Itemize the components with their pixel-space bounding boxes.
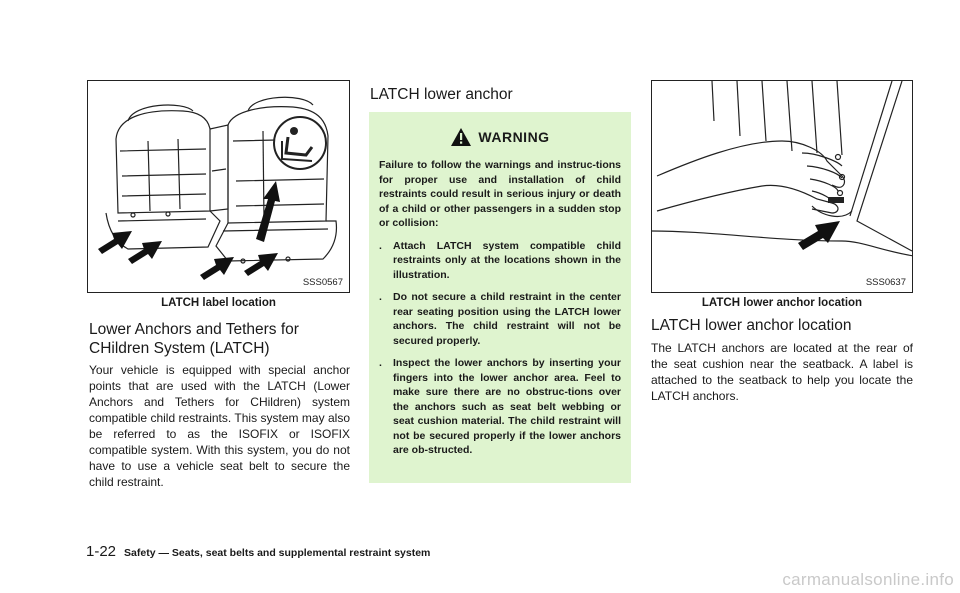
warning-item-text: Attach LATCH system compatible child restraints only at the locations shown in the illustration. [393, 239, 621, 281]
arrow-icon [798, 221, 840, 250]
warning-item [379, 239, 621, 283]
figure-code: SSS0567 [302, 277, 343, 288]
body-paragraph: The LATCH anchors are located at the rear of the seat cushion near the seatback. A label is attached to the seatback to help you locate the LATCH anchors. [651, 341, 913, 403]
page-footer [86, 543, 430, 560]
heading-line: Lower Anchors and Tethers for [89, 321, 299, 338]
figure-caption: LATCH lower anchor location [701, 297, 863, 309]
bullet: . [379, 357, 382, 369]
anchor-hand-illustration [652, 81, 913, 293]
warning-triangle-icon [450, 127, 472, 147]
warning-item-text: Inspect the lower anchors by inserting your fingers into the lower anchor area. Feel to make sure there are no obstruc-tions over the anchors such as seat belt webbing or seat cushion material. The child restraint will not be secured properly if the lower anchors are ob-structed. [393, 357, 621, 456]
watermark: carmanualsonline.info [782, 570, 954, 589]
anchor-bar [828, 197, 844, 203]
warning-header [379, 126, 621, 148]
footer-section-title: Safety — Seats, seat belts and supplemental restraint system [124, 547, 431, 559]
latch-label-figure [87, 80, 350, 293]
bullet: . [379, 291, 382, 303]
warning-item [379, 356, 621, 458]
latch-anchor-figure [651, 80, 913, 293]
child-seat-label-icon [274, 117, 326, 169]
warning-title: WARNING [478, 129, 550, 145]
figure-code: SSS0637 [865, 277, 906, 288]
section-heading [89, 320, 354, 358]
section-heading: LATCH lower anchor [370, 86, 513, 103]
page-number: 1-22 [86, 543, 117, 560]
warning-item-text: Do not secure a child restraint in the center rear seating position using the LATCH lower anchors. The child restraint will not be secured properly. [393, 291, 621, 347]
bullet: . [379, 239, 382, 252]
figure-caption: LATCH label location [161, 297, 276, 309]
section-heading: LATCH lower anchor location [651, 317, 852, 334]
warning-item [379, 290, 621, 348]
rear-seat-illustration [88, 81, 350, 293]
warning-box [369, 112, 631, 483]
heading-line: CHildren System (LATCH) [89, 340, 270, 357]
warning-intro: Failure to follow the warnings and instruc-tions for proper use and installation of child restraints could result in serious injury or death of a child or other passengers in a sudden stop or collision: [379, 159, 621, 229]
body-paragraph: Your vehicle is equipped with special anchor points that are used with the LATCH (Lower Anchors and Tethers for CHildren) system compatible child restraints. This system may also be referred to as the ISOFIX or ISOFIX compatible system. With this system, you do not have to use a vehicle seat belt to secure the child restraint. [89, 363, 350, 489]
